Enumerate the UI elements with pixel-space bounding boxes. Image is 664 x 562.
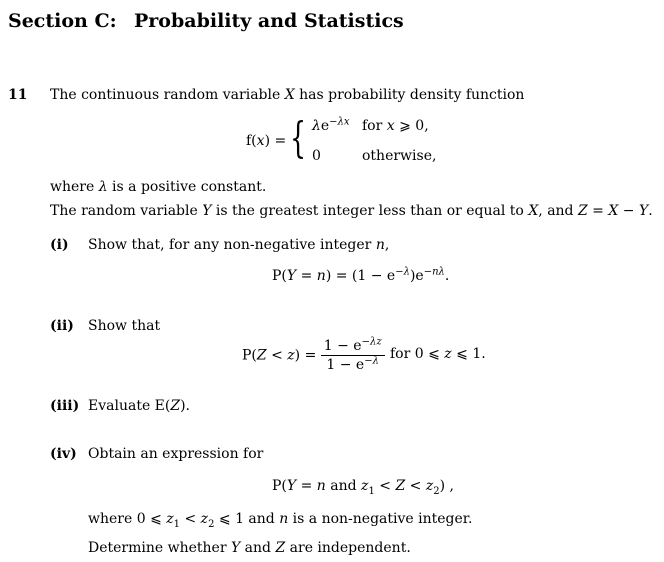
part-iii-label: (iii) [50, 398, 80, 414]
part-i-label: (i) [50, 237, 69, 253]
part-iv-label: (iv) [50, 446, 77, 462]
part-iv-where: where 0 ⩽ $z_1 < z_2$ ⩽ 1 and n is a non-negative integer. [88, 511, 473, 530]
pdf-case2-cond: otherwise, [362, 148, 437, 164]
section-label: Section C: [8, 10, 117, 32]
section-title: Probability and Statistics [134, 10, 404, 32]
part-iv-final: Determine whether Y and Z are independent. [88, 540, 411, 556]
part-iii-text: Evaluate E(Z). [88, 398, 191, 414]
where-text: where λ is a positive constant. [50, 179, 267, 195]
pdf-case1-cond: for x ⩾ 0, [362, 118, 429, 134]
part-ii-fraction: $\frac{1 - e^{-\lambda z}}{1 - e^{-\lambda}}$ [321, 338, 385, 373]
pdf-lhs: f(x) = [246, 133, 287, 149]
part-i-formula: $P(Y = n) = (1 - e^{-\lambda})e^{-n\lambda}$. [272, 266, 450, 284]
part-ii-cond: for 0 ⩽ z ⩽ 1. [390, 346, 486, 362]
part-ii-formula: P(Z < z) = $\frac{1 - e^{-\lambda z}}{1 - e^{-\lambda}}$ [242, 338, 385, 373]
part-iv-formula: P(Y = n and $z_1 < Z < z_2$) , [272, 478, 454, 497]
part-ii-label: (ii) [50, 318, 74, 334]
part-i-text: Show that, for any non-negative integer n, [88, 237, 390, 253]
question-number: 11 [8, 87, 28, 103]
pdf-case1-expr: $\lambda e^{-\lambda x}$ [312, 116, 350, 134]
left-brace-icon: { [290, 113, 307, 162]
pdf-case2-expr: 0 [312, 148, 321, 164]
part-ii-text: Show that [88, 318, 161, 334]
question-intro: The continuous random variable X has probability density function [50, 87, 525, 103]
define-text: The random variable Y is the greatest integer less than or equal to X, and Z = X − Y. [50, 203, 653, 219]
part-iv-text: Obtain an expression for [88, 446, 264, 462]
